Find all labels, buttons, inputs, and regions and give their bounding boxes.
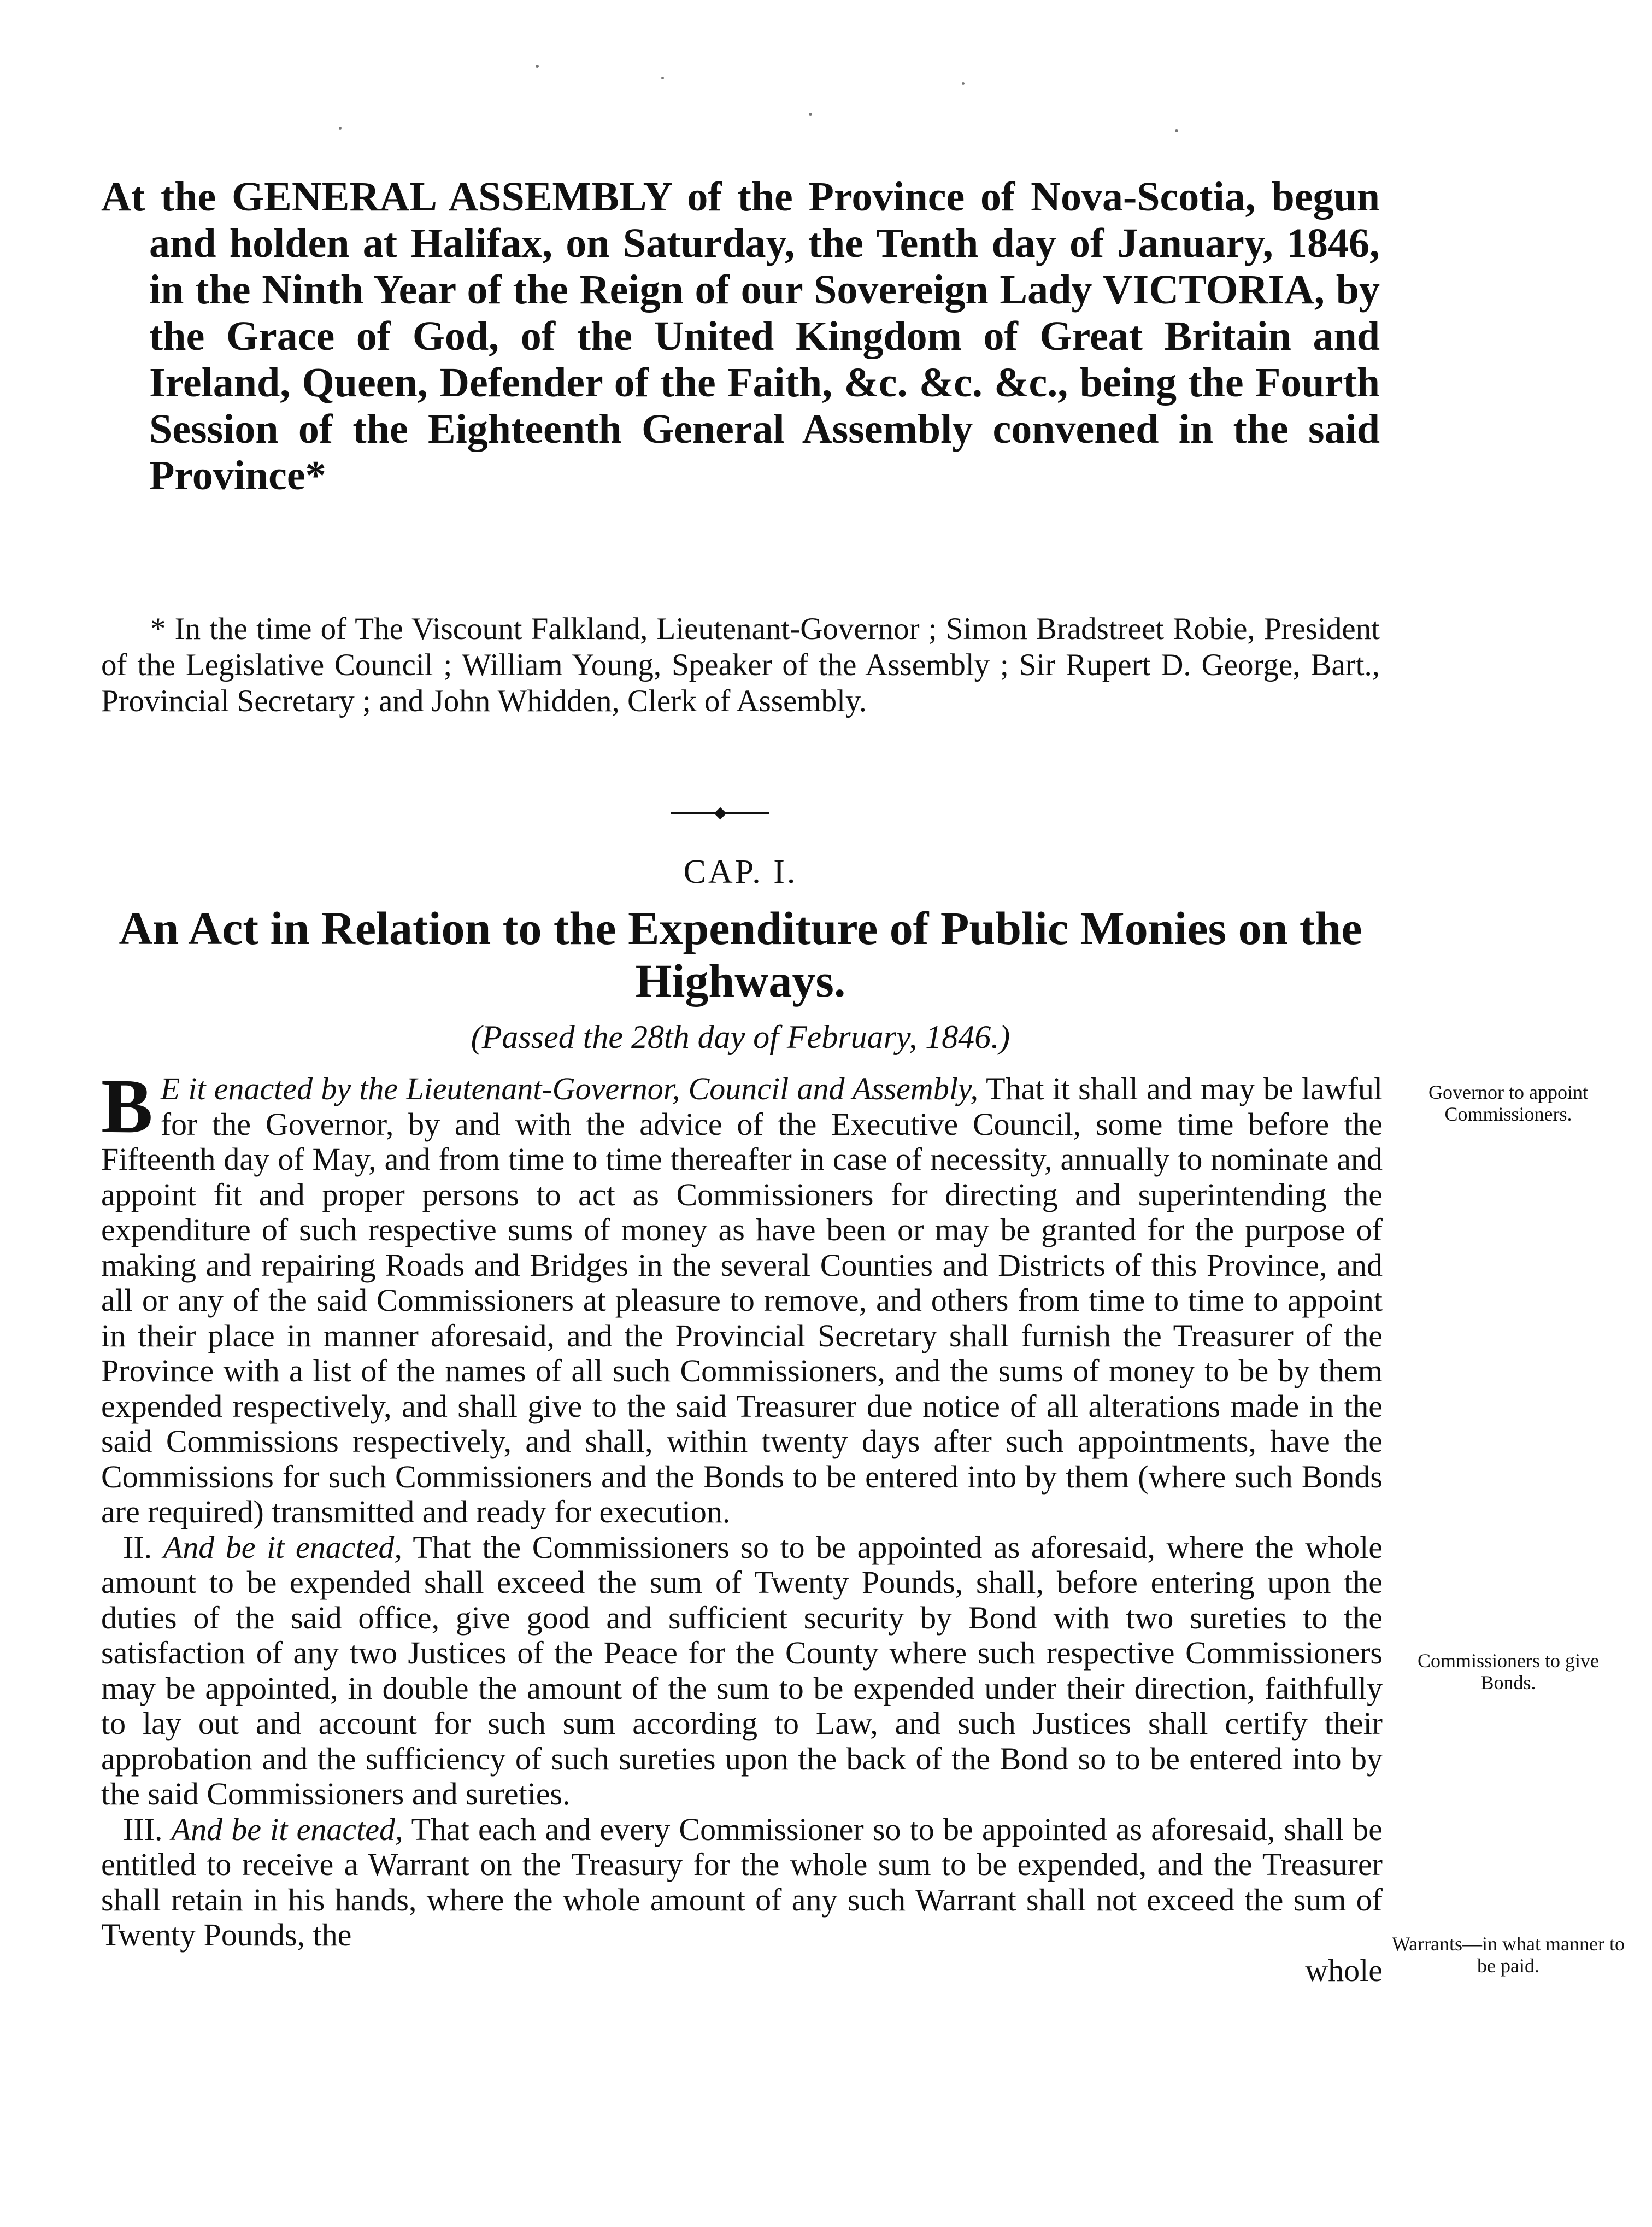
print-speck	[1175, 129, 1178, 132]
section-2	[101, 1530, 1383, 1812]
section-number: III.	[123, 1811, 163, 1847]
marginal-note: Governor to appoint Commissioners.	[1428, 1081, 1588, 1125]
marginal-note: Commissioners to give Bonds.	[1418, 1650, 1599, 1693]
act-body	[101, 1063, 1383, 1988]
passed-date: (Passed the 28th day of February, 1846.)	[471, 1019, 1010, 1055]
assembly-heading	[101, 174, 1380, 499]
section-number: II.	[123, 1529, 152, 1565]
chapter-number: CAP. I.	[683, 853, 798, 890]
officers-footnote: * In the time of The Viscount Falkland, Lieutenant-Governor ; Simon Bradstreet Robie, President of the Legislative Council ; William Young, Speaker of the Assembly ; Sir Rupert D. George, Bart., Provincial Secretary ; and John Whidden, Clerk of Assembly.	[101, 612, 1380, 718]
assembly-heading-first-line: At the GENERAL ASSEMBLY of the Province of	[101, 174, 1015, 220]
assembly-heading-rest: Nova-Scotia, begun and holden at Halifax, on Saturday, the Tenth day of January, 1846, in the Ninth Year of the Reign of our Sovereign Lady VICTORIA, by the Grace of God, of the United Kingdom of Great Britain and Ireland, Queen, Defender of the Faith, &c. &c. &c., being the Fourth Session of the Eighteenth General Assembly convened in the said Province*	[149, 174, 1380, 499]
section-text: That it shall and may be lawful for the Governor, by and with the advice of the Executive Council, some time before the Fifteenth day of May, and from time to time thereafter in case of necessity, annually to nominate and appoint fit and proper persons to act as Commissioners for directing and superintending the expenditure of such respective sums of money as have been or may be granted for the purpose of making and repairing Roads and Bridges in the several Counties and Districts of this Province, and all or any of the said Commissioners at pleasure to remove, and others from time to time to appoint in their place in manner aforesaid, and the Provincial Secretary shall furnish the Treasurer of the Province with a list of the names of all such Commissioners, and the sums of money to be by them expended respectively, and shall give to the said Treasurer due notice of all alterations made in the said Commissions respectively, and shall, within twenty days after such appointments, have the Commissions for such Commissioners and the Bonds to be entered into by them (where such Bonds are required) transmitted and ready for execution.	[101, 1071, 1383, 1529]
print-speck	[809, 113, 812, 116]
print-speck	[962, 82, 965, 85]
catchword: whole	[1305, 1952, 1383, 1988]
enacting-clause: E it enacted by the Lieutenant-Governor, Council and Assembly,	[160, 1071, 978, 1106]
marginal-note: Warrants—in what manner to be paid.	[1392, 1933, 1625, 1977]
section-divider-ornament	[714, 807, 727, 820]
enacting-clause: And be it enacted,	[171, 1811, 403, 1847]
print-speck	[339, 127, 342, 130]
section-text: That each and every Commissioner so to be appointed as aforesaid, shall be entitled to receive a Warrant on the Treasury for the whole sum to be expended, and the Treasurer shall retain in his hands, where the whole amount of any such Warrant shall not exceed the sum of Twenty Pounds, the	[101, 1811, 1383, 1953]
print-speck	[536, 65, 539, 68]
print-speck	[661, 77, 664, 79]
enacting-clause: And be it enacted,	[163, 1529, 402, 1565]
section-text: That the Commissioners so to be appointed as aforesaid, where the whole amount to be expended shall exceed the sum of Twenty Pounds, shall, before entering upon the duties of the said office, give good and sufficient security by Bond with two sureties to the satisfaction of any two Justices of the Peace for the County where such respective Commissioners may be appointed, in double the amount of the sum to be expended under their direction, faithfully to lay out and account for such sum according to Law, and such Justices shall certify their approbation and the sufficiency of such sureties upon the back of the Bond so to be entered into by the said Commissioners and sureties.	[101, 1529, 1383, 1812]
section-3	[101, 1812, 1383, 1953]
act-title: An Act in Relation to the Expenditure of Public Monies on the Highways.	[119, 902, 1362, 1007]
section-1	[101, 1063, 1383, 1530]
drop-cap: B	[101, 1063, 153, 1149]
